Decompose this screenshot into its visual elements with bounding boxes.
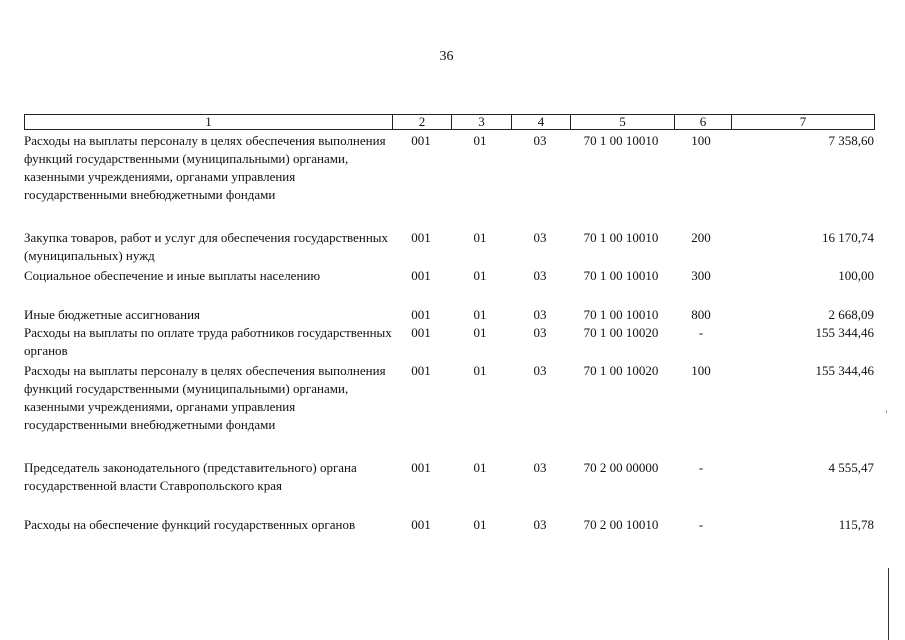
scan-edge-line [888, 568, 889, 640]
code-col-3: 01 [473, 133, 487, 148]
column-header-1: 1 [25, 115, 393, 130]
code-col-4: 03 [533, 460, 547, 475]
amount: 2 668,09 [828, 307, 874, 322]
code-col-4: 03 [533, 517, 547, 532]
amount: 155 344,46 [815, 325, 874, 340]
column-header-7: 7 [732, 115, 875, 130]
amount: 155 344,46 [815, 363, 874, 378]
expense-name: Председатель законодательного (представительного) органа государственной власти Ставропольского края [24, 460, 357, 493]
amount: 7 358,60 [828, 133, 874, 148]
code-col-6: - [698, 460, 704, 475]
expense-name: Расходы на выплаты по оплате труда работников государственных органов [24, 325, 392, 358]
code-col-3: 01 [473, 307, 487, 322]
table-header [24, 114, 875, 130]
code-col-3: 01 [473, 363, 487, 378]
code-col-6: 200 [691, 230, 711, 245]
code-col-2: 001 [411, 133, 431, 148]
code-col-4: 03 [533, 307, 547, 322]
code-col-5: 70 1 00 10010 [583, 133, 659, 148]
expense-name: Расходы на обеспечение функций государственных органов [24, 517, 356, 532]
code-col-2: 001 [411, 363, 431, 378]
code-col-4: 03 [533, 268, 547, 283]
scan-mark [886, 410, 887, 413]
code-col-5: 70 2 00 00000 [583, 460, 659, 475]
code-col-4: 03 [533, 325, 547, 340]
amount: 4 555,47 [828, 460, 874, 475]
expense-name: Иные бюджетные ассигнования [24, 307, 201, 322]
code-col-5: 70 1 00 10020 [583, 325, 659, 340]
expense-name: Расходы на выплаты персоналу в целях обеспечения выполнения функций государственными (муниципальными) органами, казенными учреждениями, органами управления государственными внебюджетными фондами [24, 133, 386, 202]
code-col-2: 001 [411, 460, 431, 475]
column-header-6: 6 [675, 115, 732, 130]
column-header-2: 2 [393, 115, 452, 130]
code-col-6: - [698, 325, 704, 340]
column-header-4: 4 [512, 115, 571, 130]
column-header-3: 3 [452, 115, 512, 130]
code-col-6: 800 [691, 307, 711, 322]
code-col-5: 70 1 00 10020 [583, 363, 659, 378]
code-col-3: 01 [473, 460, 487, 475]
code-col-6: 300 [691, 268, 711, 283]
amount: 115,78 [838, 517, 874, 532]
code-col-2: 001 [411, 517, 431, 532]
page-number: 36 [439, 49, 454, 64]
code-col-2: 001 [411, 325, 431, 340]
code-col-2: 001 [411, 268, 431, 283]
code-col-3: 01 [473, 517, 487, 532]
code-col-3: 01 [473, 268, 487, 283]
code-col-5: 70 1 00 10010 [583, 307, 659, 322]
code-col-2: 001 [411, 307, 431, 322]
code-col-6: 100 [691, 363, 711, 378]
code-col-6: - [698, 517, 704, 532]
expense-name: Социальное обеспечение и иные выплаты населению [24, 268, 321, 283]
code-col-3: 01 [473, 325, 487, 340]
code-col-2: 001 [411, 230, 431, 245]
code-col-4: 03 [533, 230, 547, 245]
code-col-5: 70 1 00 10010 [583, 230, 659, 245]
code-col-5: 70 2 00 10010 [583, 517, 659, 532]
code-col-3: 01 [473, 230, 487, 245]
code-col-5: 70 1 00 10010 [583, 268, 659, 283]
code-col-4: 03 [533, 133, 547, 148]
amount: 100,00 [838, 268, 874, 283]
expense-name: Закупка товаров, работ и услуг для обеспечения государственных (муниципальных) нужд [24, 230, 389, 263]
code-col-4: 03 [533, 363, 547, 378]
column-header-5: 5 [571, 115, 675, 130]
amount: 16 170,74 [822, 230, 874, 245]
expense-name: Расходы на выплаты персоналу в целях обеспечения выполнения функций государственными (муниципальными) органами, казенными учреждениями, органами управления государственными внебюджетными фондами [24, 363, 386, 432]
code-col-6: 100 [691, 133, 711, 148]
table-header-row [25, 115, 875, 130]
